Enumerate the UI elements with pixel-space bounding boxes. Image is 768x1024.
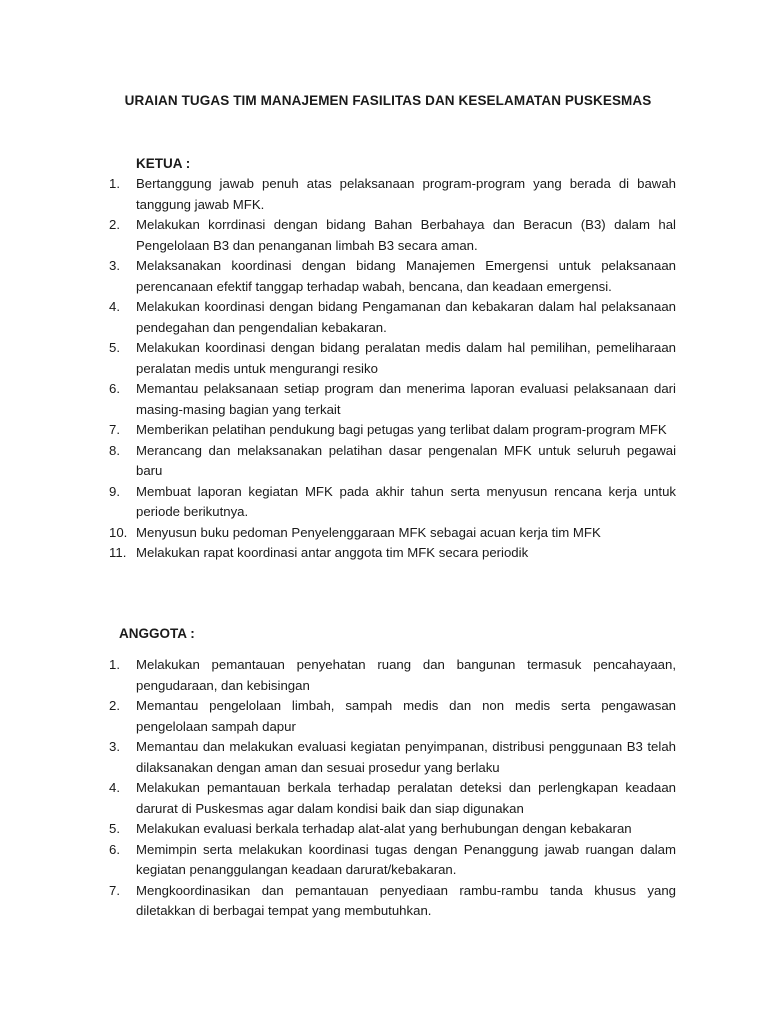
- item-number: 4.: [109, 780, 120, 795]
- item-text: Bertanggung jawab penuh atas pelaksanaan program-program yang berada di bawah tanggung jawab MFK.: [136, 176, 676, 212]
- list-item: [0, 338, 676, 379]
- list-item: [0, 543, 676, 564]
- list-item: [0, 215, 676, 256]
- item-number: 1.: [109, 176, 120, 191]
- item-number: 11.: [109, 545, 127, 560]
- item-text: Melakukan evaluasi berkala terhadap alat-alat yang berhubungan dengan kebakaran: [136, 821, 632, 836]
- list-item: [0, 297, 676, 338]
- item-text: Membuat laporan kegiatan MFK pada akhir tahun serta menyusun rencana kerja untuk periode berikutnya.: [136, 483, 676, 519]
- item-text: Memantau pelaksanaan setiap program dan menerima laporan evaluasi pelaksanaan dari masing-masing bagian yang terkait: [136, 381, 676, 417]
- item-number: 5.: [109, 821, 120, 836]
- anggota-duty-list: [0, 655, 768, 922]
- list-item: [0, 840, 676, 881]
- item-text: Melakukan korrdinasi dengan bidang Bahan Berbahaya dan Beracun (B3) dalam hal Pengelolaan B3 dan penanganan limbah B3 secara aman.: [136, 217, 676, 253]
- item-text: Melakukan pemantauan penyehatan ruang dan bangunan termasuk pencahayaan, pengudaraan, dan kebisingan: [136, 657, 676, 693]
- item-number: 9.: [109, 483, 120, 499]
- item-text: Melakukan rapat koordinasi antar anggota tim MFK secara periodik: [136, 545, 529, 560]
- item-number: 8.: [109, 442, 120, 458]
- item-text: Memantau dan melakukan evaluasi kegiatan penyimpanan, distribusi penggunaan B3 telah dilaksanakan dengan aman dan sesuai prosedur yang berlaku: [136, 739, 676, 775]
- item-number: 10.: [109, 524, 128, 540]
- list-item: [0, 696, 676, 737]
- document-title: URAIAN TUGAS TIM MANAJEMEN FASILITAS DAN KESELAMATAN PUSKESMAS: [124, 93, 652, 108]
- list-item: [0, 482, 676, 523]
- list-item: [0, 523, 676, 544]
- list-item: [0, 441, 676, 482]
- anggota-heading: ANGGOTA :: [119, 626, 195, 641]
- list-item: [0, 379, 676, 420]
- ketua-duty-list: [0, 174, 768, 564]
- item-number: 3.: [109, 258, 120, 273]
- list-item: [0, 256, 676, 297]
- item-text: Mengkoordinasikan dan pemantauan penyediaan rambu-rambu tanda khusus yang diletakkan di berbagai tempat yang membutuhkan.: [136, 882, 676, 918]
- item-number: 2.: [109, 217, 120, 232]
- list-item: [0, 655, 676, 696]
- item-number: 6.: [109, 841, 120, 857]
- item-text: Memantau pengelolaan limbah, sampah medis dan non medis serta pengawasan pengelolaan sampah dapur: [136, 698, 676, 734]
- list-item: [0, 174, 676, 215]
- ketua-heading: KETUA :: [136, 156, 191, 171]
- item-text: Melaksanakan koordinasi dengan bidang Manajemen Emergensi untuk pelaksanaan perencanaan efektif tanggap terhadap wabah, bencana, dan keadaan emergensi.: [136, 258, 676, 294]
- item-text: Memimpin serta melakukan koordinasi tugas dengan Penanggung jawab ruangan dalam kegiatan penanggulangan keadaan darurat/kebakaran.: [136, 841, 676, 877]
- item-number: 1.: [109, 657, 120, 672]
- item-text: Merancang dan melaksanakan pelatihan dasar pengenalan MFK untuk seluruh pegawai baru: [136, 442, 676, 478]
- list-item: [0, 881, 676, 922]
- list-item: [0, 737, 676, 778]
- item-text: Melakukan koordinasi dengan bidang Pengamanan dan kebakaran dalam hal pelaksanaan pendegahan dan pengendalian kebakaran.: [136, 299, 676, 335]
- item-number: 3.: [109, 739, 120, 754]
- item-number: 5.: [109, 340, 120, 355]
- item-number: 4.: [109, 299, 120, 314]
- item-number: 6.: [109, 381, 120, 396]
- item-number: 7.: [109, 422, 120, 437]
- item-text: Melakukan pemantauan berkala terhadap peralatan deteksi dan perlengkapan keadaan darurat di Puskesmas agar dalam kondisi baik dan siap digunakan: [136, 780, 676, 816]
- list-item: [0, 819, 676, 840]
- list-item: [0, 778, 676, 819]
- item-text: Menyusun buku pedoman Penyelenggaraan MFK sebagai acuan kerja tim MFK: [136, 524, 601, 540]
- item-number: 2.: [109, 698, 120, 713]
- item-number: 7.: [109, 882, 120, 898]
- list-item: [0, 420, 676, 441]
- item-text: Melakukan koordinasi dengan bidang peralatan medis dalam hal pemilihan, pemeliharaan peralatan medis untuk mengurangi resiko: [136, 340, 676, 376]
- item-text: Memberikan pelatihan pendukung bagi petugas yang terlibat dalam program-program MFK: [136, 422, 667, 437]
